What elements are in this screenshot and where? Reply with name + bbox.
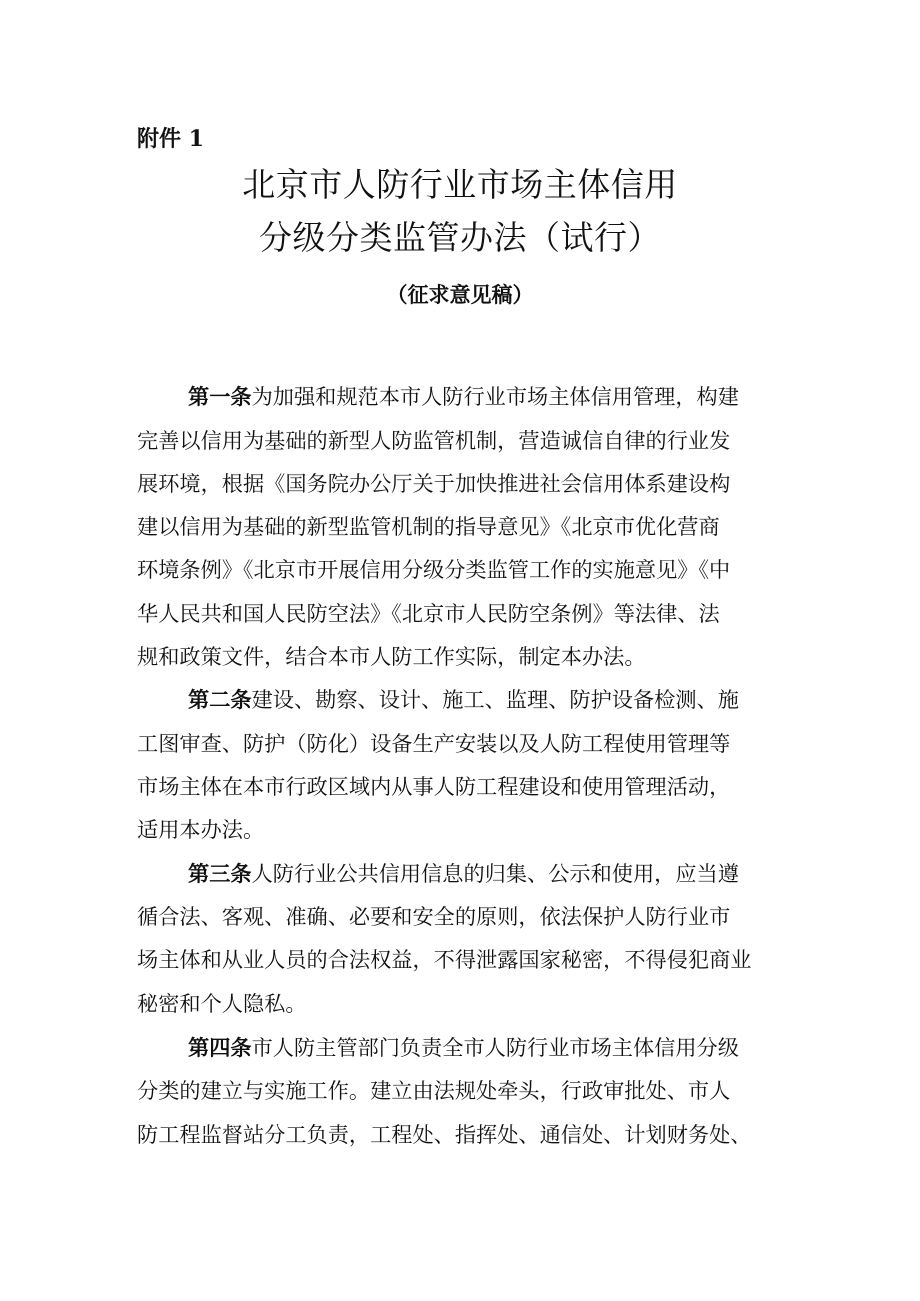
article-1-line-4: 建以信用为基础的新型监管机制的指导意见》《北京市优化营商 bbox=[137, 514, 720, 539]
article-1-heading: 第一条 bbox=[188, 384, 252, 409]
article-4-line-3: 防工程监督站分工负责，工程处、指挥处、通信处、计划财务处、 bbox=[137, 1122, 752, 1147]
article-1-line-7: 规和政策文件，结合本市人防工作实际，制定本办法。 bbox=[137, 644, 646, 669]
article-3-line-2: 循合法、客观、准确、必要和安全的原则，依法保护人防行业市 bbox=[137, 904, 731, 929]
article-4-line-2: 分类的建立与实施工作。建立由法规处牵头，行政审批处、市人 bbox=[137, 1078, 731, 1103]
article-4-heading: 第四条 bbox=[188, 1035, 252, 1060]
article-3-line-3: 场主体和从业人员的合法权益，不得泄露国家秘密，不得侵犯商业 bbox=[137, 947, 752, 972]
article-2-line-4: 适用本办法。 bbox=[137, 817, 265, 842]
article-1-line-6: 华人民共和国人民防空法》《北京市人民防空条例》等法律、法 bbox=[137, 601, 720, 626]
article-3-line-1 bbox=[188, 859, 792, 889]
article-1-line-2: 完善以信用为基础的新型人防监管机制，营造诚信自律的行业发 bbox=[137, 428, 731, 453]
article-2-heading: 第二条 bbox=[188, 687, 252, 712]
article-3-heading: 第三条 bbox=[188, 861, 252, 886]
document-title-line-1: 北京市人防行业市场主体信用 bbox=[242, 165, 678, 204]
attachment-label: 附件 1 bbox=[137, 126, 204, 152]
article-1-line-3: 展环境，根据《国务院办公厅关于加快推进社会信用体系建设构 bbox=[137, 471, 731, 496]
article-2-line-1 bbox=[188, 685, 792, 715]
article-1-text: 为加强和规范本市人防行业市场主体信用管理，构建 bbox=[251, 384, 739, 409]
article-4-text: 市人防主管部门负责全市人防行业市场主体信用分级 bbox=[251, 1035, 739, 1060]
article-2-line-2: 工图审查、防护（防化）设备生产安装以及人防工程使用管理等 bbox=[137, 731, 731, 756]
article-3-text: 人防行业公共信用信息的归集、公示和使用，应当遵 bbox=[251, 861, 739, 886]
document-title-line-2: 分级分类监管办法（试行） bbox=[259, 218, 661, 257]
article-1-line-5: 环境条例》《北京市开展信用分级分类监管工作的实施意见》《中 bbox=[137, 557, 731, 582]
document-subtitle: （征求意见稿） bbox=[386, 282, 534, 307]
article-2-text: 建设、勘察、设计、施工、监理、防护设备检测、施 bbox=[251, 687, 739, 712]
article-1-line-1 bbox=[188, 382, 792, 412]
article-4-line-1 bbox=[188, 1033, 792, 1063]
article-3-line-4: 秘密和个人隐私。 bbox=[137, 991, 307, 1016]
article-2-line-3: 市场主体在本市行政区域内从事人防工程建设和使用管理活动， bbox=[137, 774, 731, 799]
